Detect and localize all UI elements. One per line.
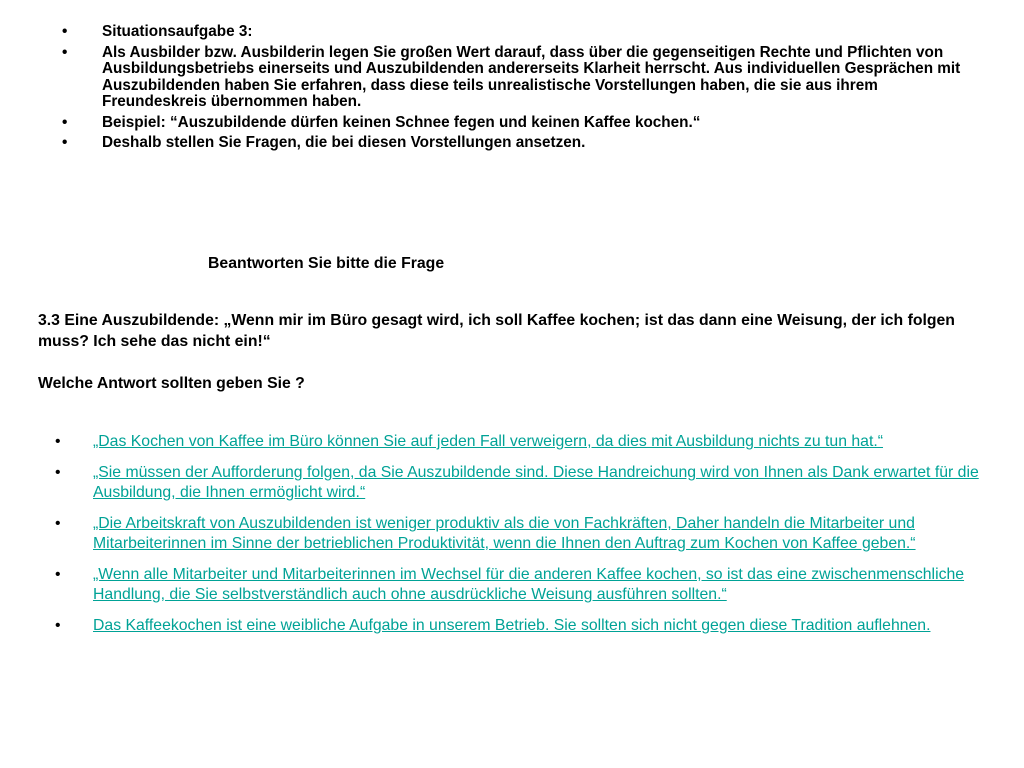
answer-option-link[interactable]: Das Kaffeekochen ist eine weibliche Aufgabe in unserem Betrieb. Sie sollten sich nicht gegen diese Tradition auflehnen. <box>93 617 931 634</box>
bullet: • <box>62 43 68 61</box>
question-prompt: Welche Antwort sollten geben Sie ? <box>38 375 305 392</box>
situation-instruction: Deshalb stellen Sie Fragen, die bei diesen Vorstellungen ansetzen. <box>102 134 586 151</box>
situation-item-description <box>62 45 962 111</box>
answer-option-link[interactable]: „Die Arbeitskraft von Auszubildenden ist weniger produktiv als die von Fachkräften, Daher handeln die Mitarbeiter und Mitarbeiterinnen im Sinne der betrieblichen Produktivität, wenn die Ihnen den Auftrag zum Kochen von Kaffee geben.“ <box>93 515 916 552</box>
situation-title: Situationsaufgabe 3: <box>102 23 253 40</box>
answer-options <box>55 432 995 647</box>
bullet: • <box>62 23 68 40</box>
situation-list <box>62 24 962 156</box>
answer-option-4[interactable] <box>55 565 995 605</box>
situation-example: Beispiel: “Auszubildende dürfen keinen Schnee fegen und keinen Kaffee kochen.“ <box>102 113 701 131</box>
answer-heading: Beantworten Sie bitte die Frage <box>208 255 445 272</box>
answer-option-5[interactable] <box>55 616 995 636</box>
situation-item-example <box>62 115 962 132</box>
bullet: • <box>55 515 61 532</box>
situation-item-title <box>62 24 962 41</box>
answer-option-link[interactable]: „Das Kochen von Kaffee im Büro können Sie auf jeden Fall verweigern, da dies mit Ausbildung nichts zu tun hat.“ <box>93 433 884 450</box>
situation-description: Als Ausbilder bzw. Ausbilderin legen Sie großen Wert darauf, dass über die gegenseitigen Rechte und Pflichten von Ausbildungsbetriebs einerseits und Auszubildenden andererseits Klarheit herrscht. Aus individuellen Gesprächen mit Auszubildenden haben Sie erfahren, dass diese teils unrealistische Vorstellungen haben, die sie aus ihrem Freundeskreis übernommen haben. <box>102 43 961 110</box>
situation-item-instruction <box>62 135 962 152</box>
bullet: • <box>55 433 61 450</box>
bullet: • <box>55 566 61 583</box>
bullet: • <box>55 617 61 634</box>
bullet: • <box>55 464 61 481</box>
answer-option-link[interactable]: „Sie müssen der Aufforderung folgen, da Sie Auszubildende sind. Diese Handreichung wird von Ihnen als Dank erwartet für die Ausbildung, die Ihnen ermöglicht wird.“ <box>93 464 979 501</box>
answer-option-2[interactable] <box>55 463 995 503</box>
answer-option-1[interactable] <box>55 432 995 452</box>
answer-option-link[interactable]: „Wenn alle Mitarbeiter und Mitarbeiterinnen im Wechsel für die anderen Kaffee kochen, so ist das eine zwischenmenschliche Handlung, die Sie selbstverständlich auch ohne ausdrückliche Weisung ausführen sollten.“ <box>93 566 965 603</box>
question-text: 3.3 Eine Auszubildende: „Wenn mir im Büro gesagt wird, ich soll Kaffee kochen; ist das dann eine Weisung, der ich folgen muss? Ich sehe das nicht ein!“ <box>38 312 955 350</box>
bullet: • <box>62 113 68 131</box>
answer-option-3[interactable] <box>55 514 995 554</box>
bullet: • <box>62 134 68 151</box>
